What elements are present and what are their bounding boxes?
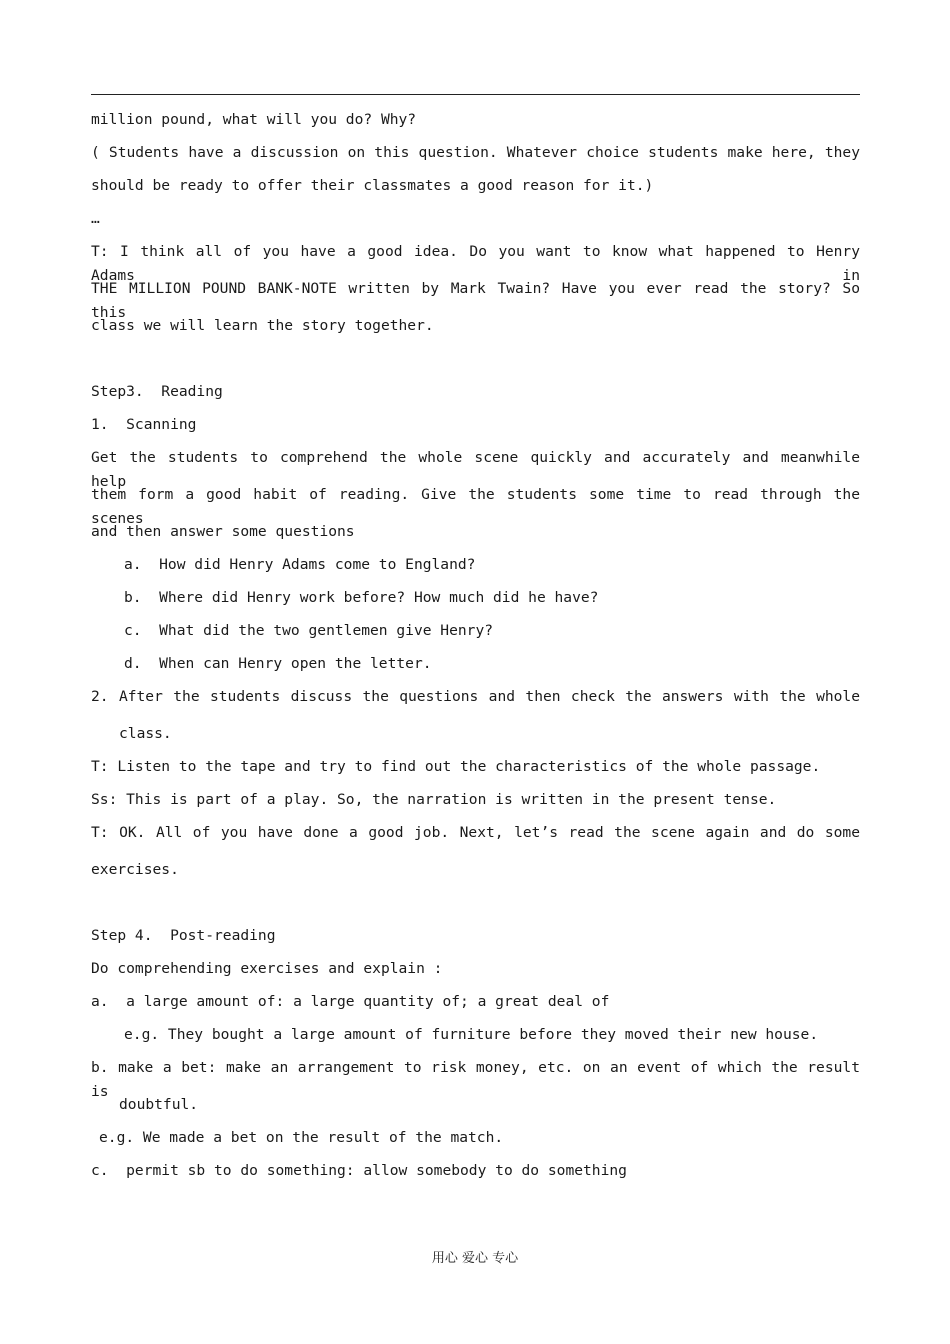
exercise-item: a. a large amount of: a large quantity of; a great deal of [91,993,610,1010]
text-line: Get the students to comprehend the whole scene quickly and accurately and meanwhile help [91,449,860,490]
exercise-item: b. make a bet: make an arrangement to risk money, etc. on an event of which the result is [91,1059,860,1100]
section-heading: Step 4. Post-reading [91,927,276,944]
text-line: and then answer some questions [91,523,355,540]
section-heading: Step3. Reading [91,383,223,400]
text-line: them form a good habit of reading. Give the students some time to read through the scenes [91,486,860,527]
list-item: 2. After the students discuss the questions and then check the answers with the whole [91,688,860,705]
text-line: Do comprehending exercises and explain : [91,960,443,977]
text-line: T: I think all of you have a good idea. Do you want to know what happened to Henry Adams in [91,243,860,284]
blank-line [91,347,860,380]
question-item: b. Where did Henry work before? How much did he have? [124,589,599,606]
text-line: ( Students have a discussion on this question. Whatever choice students make here, they [91,144,860,161]
text-line: should be ready to offer their classmates a good reason for it.) [91,177,654,194]
subheading: 1. Scanning [91,416,197,433]
list-item-continuation: class. [119,725,172,742]
document-body [91,108,860,1192]
text-line: class we will learn the story together. [91,317,434,334]
page-footer: 用心 爱心 专心 [431,1251,519,1266]
text-line: Ss: This is part of a play. So, the narration is written in the present tense. [91,791,777,808]
question-item: c. What did the two gentlemen give Henry? [124,622,494,639]
exercise-item-continuation: doubtful. [119,1096,199,1113]
ellipsis: … [91,210,100,227]
text-line: T: Listen to the tape and try to find out the characteristics of the whole passage. [91,758,821,775]
text-line: THE MILLION POUND BANK-NOTE written by Mark Twain? Have you ever read the story? So this [91,280,860,321]
text-line: million pound, what will you do? Why? [91,111,417,128]
question-item: a. How did Henry Adams come to England? [124,556,476,573]
text-line: T: OK. All of you have done a good job. Next, let’s read the scene again and do some [91,824,860,841]
text-line: exercises. [91,861,179,878]
header-rule [91,94,860,95]
example-sentence: e.g. We made a bet on the result of the match. [99,1129,504,1146]
exercise-item: c. permit sb to do something: allow somebody to do something [91,1162,627,1179]
question-item: d. When can Henry open the letter. [124,655,432,672]
blank-line [91,891,860,924]
example-sentence: e.g. They bought a large amount of furniture before they moved their new house. [124,1026,819,1043]
